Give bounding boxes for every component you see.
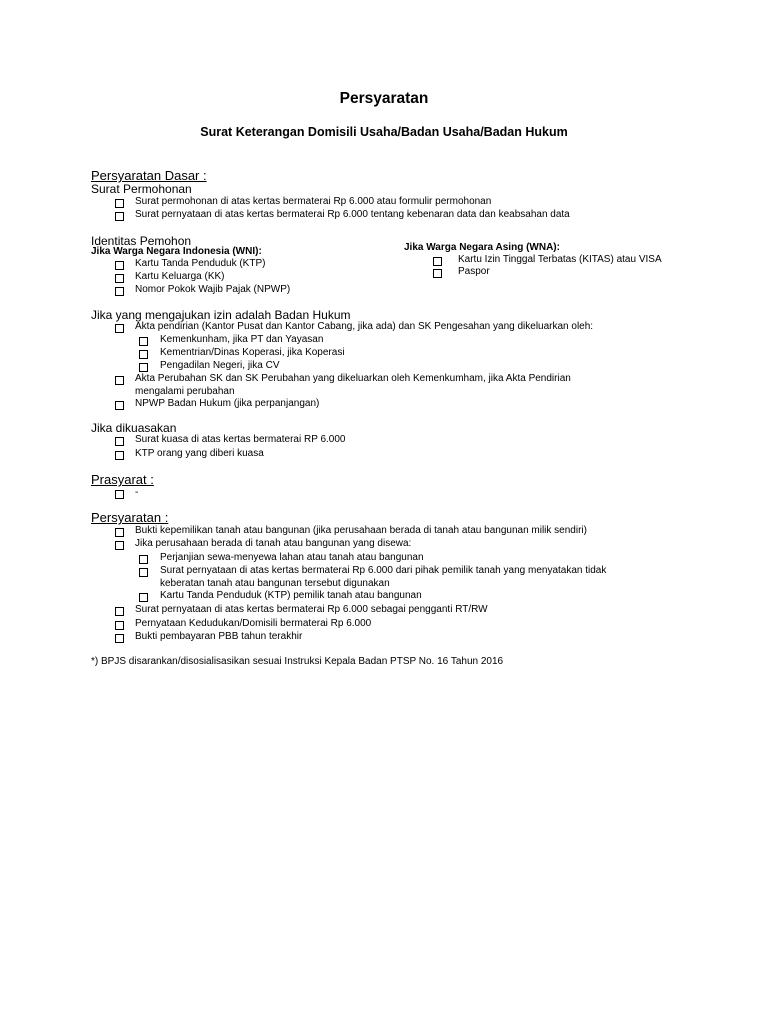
- checkbox[interactable]: [115, 621, 124, 630]
- checkbox[interactable]: [115, 212, 124, 221]
- checkbox[interactable]: [433, 269, 442, 278]
- list-item: Kartu Tanda Penduduk (KTP) pemilik tanah atau bangunan: [160, 590, 422, 601]
- checkbox[interactable]: [115, 607, 124, 616]
- footnote: *) BPJS disarankan/disosialisasikan sesuai Instruksi Kepala Badan PTSP No. 16 Tahun 2016: [91, 656, 504, 667]
- checkbox[interactable]: [115, 634, 124, 643]
- list-item: Kartu Tanda Penduduk (KTP): [135, 258, 266, 269]
- checkbox[interactable]: [115, 287, 124, 296]
- list-item: Kartu Izin Tinggal Terbatas (KITAS) atau VISA: [458, 254, 662, 265]
- list-item-continuation: mengalami perubahan: [135, 386, 235, 397]
- checkbox[interactable]: [115, 376, 124, 385]
- list-item: Surat pernyataan di atas kertas bermaterai Rp 6.000 tentang kebenaran data dan keabsahan data: [135, 209, 570, 220]
- list-item: Perjanjian sewa-menyewa lahan atau tanah atau bangunan: [160, 552, 424, 563]
- checkbox[interactable]: [115, 324, 124, 333]
- checkbox[interactable]: [115, 451, 124, 460]
- list-item-continuation: keberatan tanah atau bangunan tersebut digunakan: [160, 578, 390, 589]
- list-item: -: [135, 487, 139, 498]
- list-item: Akta pendirian (Kantor Pusat dan Kantor Cabang, jika ada) dan SK Pengesahan yang dikeluarkan oleh:: [135, 321, 594, 332]
- heading-prasyarat: Prasyarat :: [91, 472, 154, 487]
- heading-surat-permohonan: Surat Permohonan: [91, 182, 192, 196]
- checkbox[interactable]: [115, 274, 124, 283]
- checkbox[interactable]: [115, 437, 124, 446]
- heading-jika-dikuasakan: Jika dikuasakan: [91, 421, 177, 435]
- heading-persyaratan: Persyaratan :: [91, 510, 169, 525]
- list-item: Akta Perubahan SK dan SK Perubahan yang dikeluarkan oleh Kemenkumham, jika Akta Pendirian: [135, 373, 571, 384]
- list-item: Nomor Pokok Wajib Pajak (NPWP): [135, 284, 291, 295]
- list-item: Kementrian/Dinas Koperasi, jika Koperasi: [160, 347, 345, 358]
- list-item: Bukti pembayaran PBB tahun terakhir: [135, 631, 303, 642]
- page-subtitle: Surat Keterangan Domisili Usaha/Badan Usaha/Badan Hukum: [200, 125, 568, 139]
- heading-wna: Jika Warga Negara Asing (WNA):: [404, 242, 560, 253]
- checkbox[interactable]: [115, 261, 124, 270]
- checkbox[interactable]: [115, 490, 124, 499]
- list-item: Surat permohonan di atas kertas bermaterai Rp 6.000 atau formulir permohonan: [135, 196, 492, 207]
- list-item: Kemenkunham, jika PT dan Yayasan: [160, 334, 324, 345]
- checkbox[interactable]: [115, 401, 124, 410]
- list-item: NPWP Badan Hukum (jika perpanjangan): [135, 398, 320, 409]
- checkbox[interactable]: [139, 593, 148, 602]
- checkbox[interactable]: [139, 363, 148, 372]
- list-item: Bukti kepemilikan tanah atau bangunan (jika perusahaan berada di tanah atau bangunan milik sendiri): [135, 525, 587, 536]
- list-item: Pengadilan Negeri, jika CV: [160, 360, 280, 371]
- heading-identitas-pemohon: Identitas Pemohon: [91, 234, 192, 248]
- checkbox[interactable]: [139, 555, 148, 564]
- checkbox[interactable]: [139, 350, 148, 359]
- checkbox[interactable]: [115, 528, 124, 537]
- checkbox[interactable]: [115, 541, 124, 550]
- list-item: Pernyataan Kedudukan/Domisili bermaterai Rp 6.000: [135, 618, 372, 629]
- checkbox[interactable]: [139, 337, 148, 346]
- checkbox[interactable]: [433, 257, 442, 266]
- list-item: Surat pernyataan di atas kertas bermaterai Rp 6.000 sebagai pengganti RT/RW: [135, 604, 488, 615]
- heading-wni: Jika Warga Negara Indonesia (WNI):: [91, 246, 262, 257]
- list-item: Surat kuasa di atas kertas bermaterai RP 6.000: [135, 434, 346, 445]
- list-item: KTP orang yang diberi kuasa: [135, 448, 264, 459]
- list-item: Paspor: [458, 266, 490, 277]
- list-item: Kartu Keluarga (KK): [135, 271, 225, 282]
- checkbox[interactable]: [139, 568, 148, 577]
- heading-badan-hukum: Jika yang mengajukan izin adalah Badan Hukum: [91, 308, 351, 322]
- page-title: Persyaratan: [339, 90, 429, 107]
- checkbox[interactable]: [115, 199, 124, 208]
- heading-persyaratan-dasar: Persyaratan Dasar :: [91, 168, 207, 183]
- list-item: Jika perusahaan berada di tanah atau bangunan yang disewa:: [135, 538, 412, 549]
- list-item: Surat pernyataan di atas kertas bermaterai Rp 6.000 dari pihak pemilik tanah yang menyatakan tidak: [160, 565, 607, 576]
